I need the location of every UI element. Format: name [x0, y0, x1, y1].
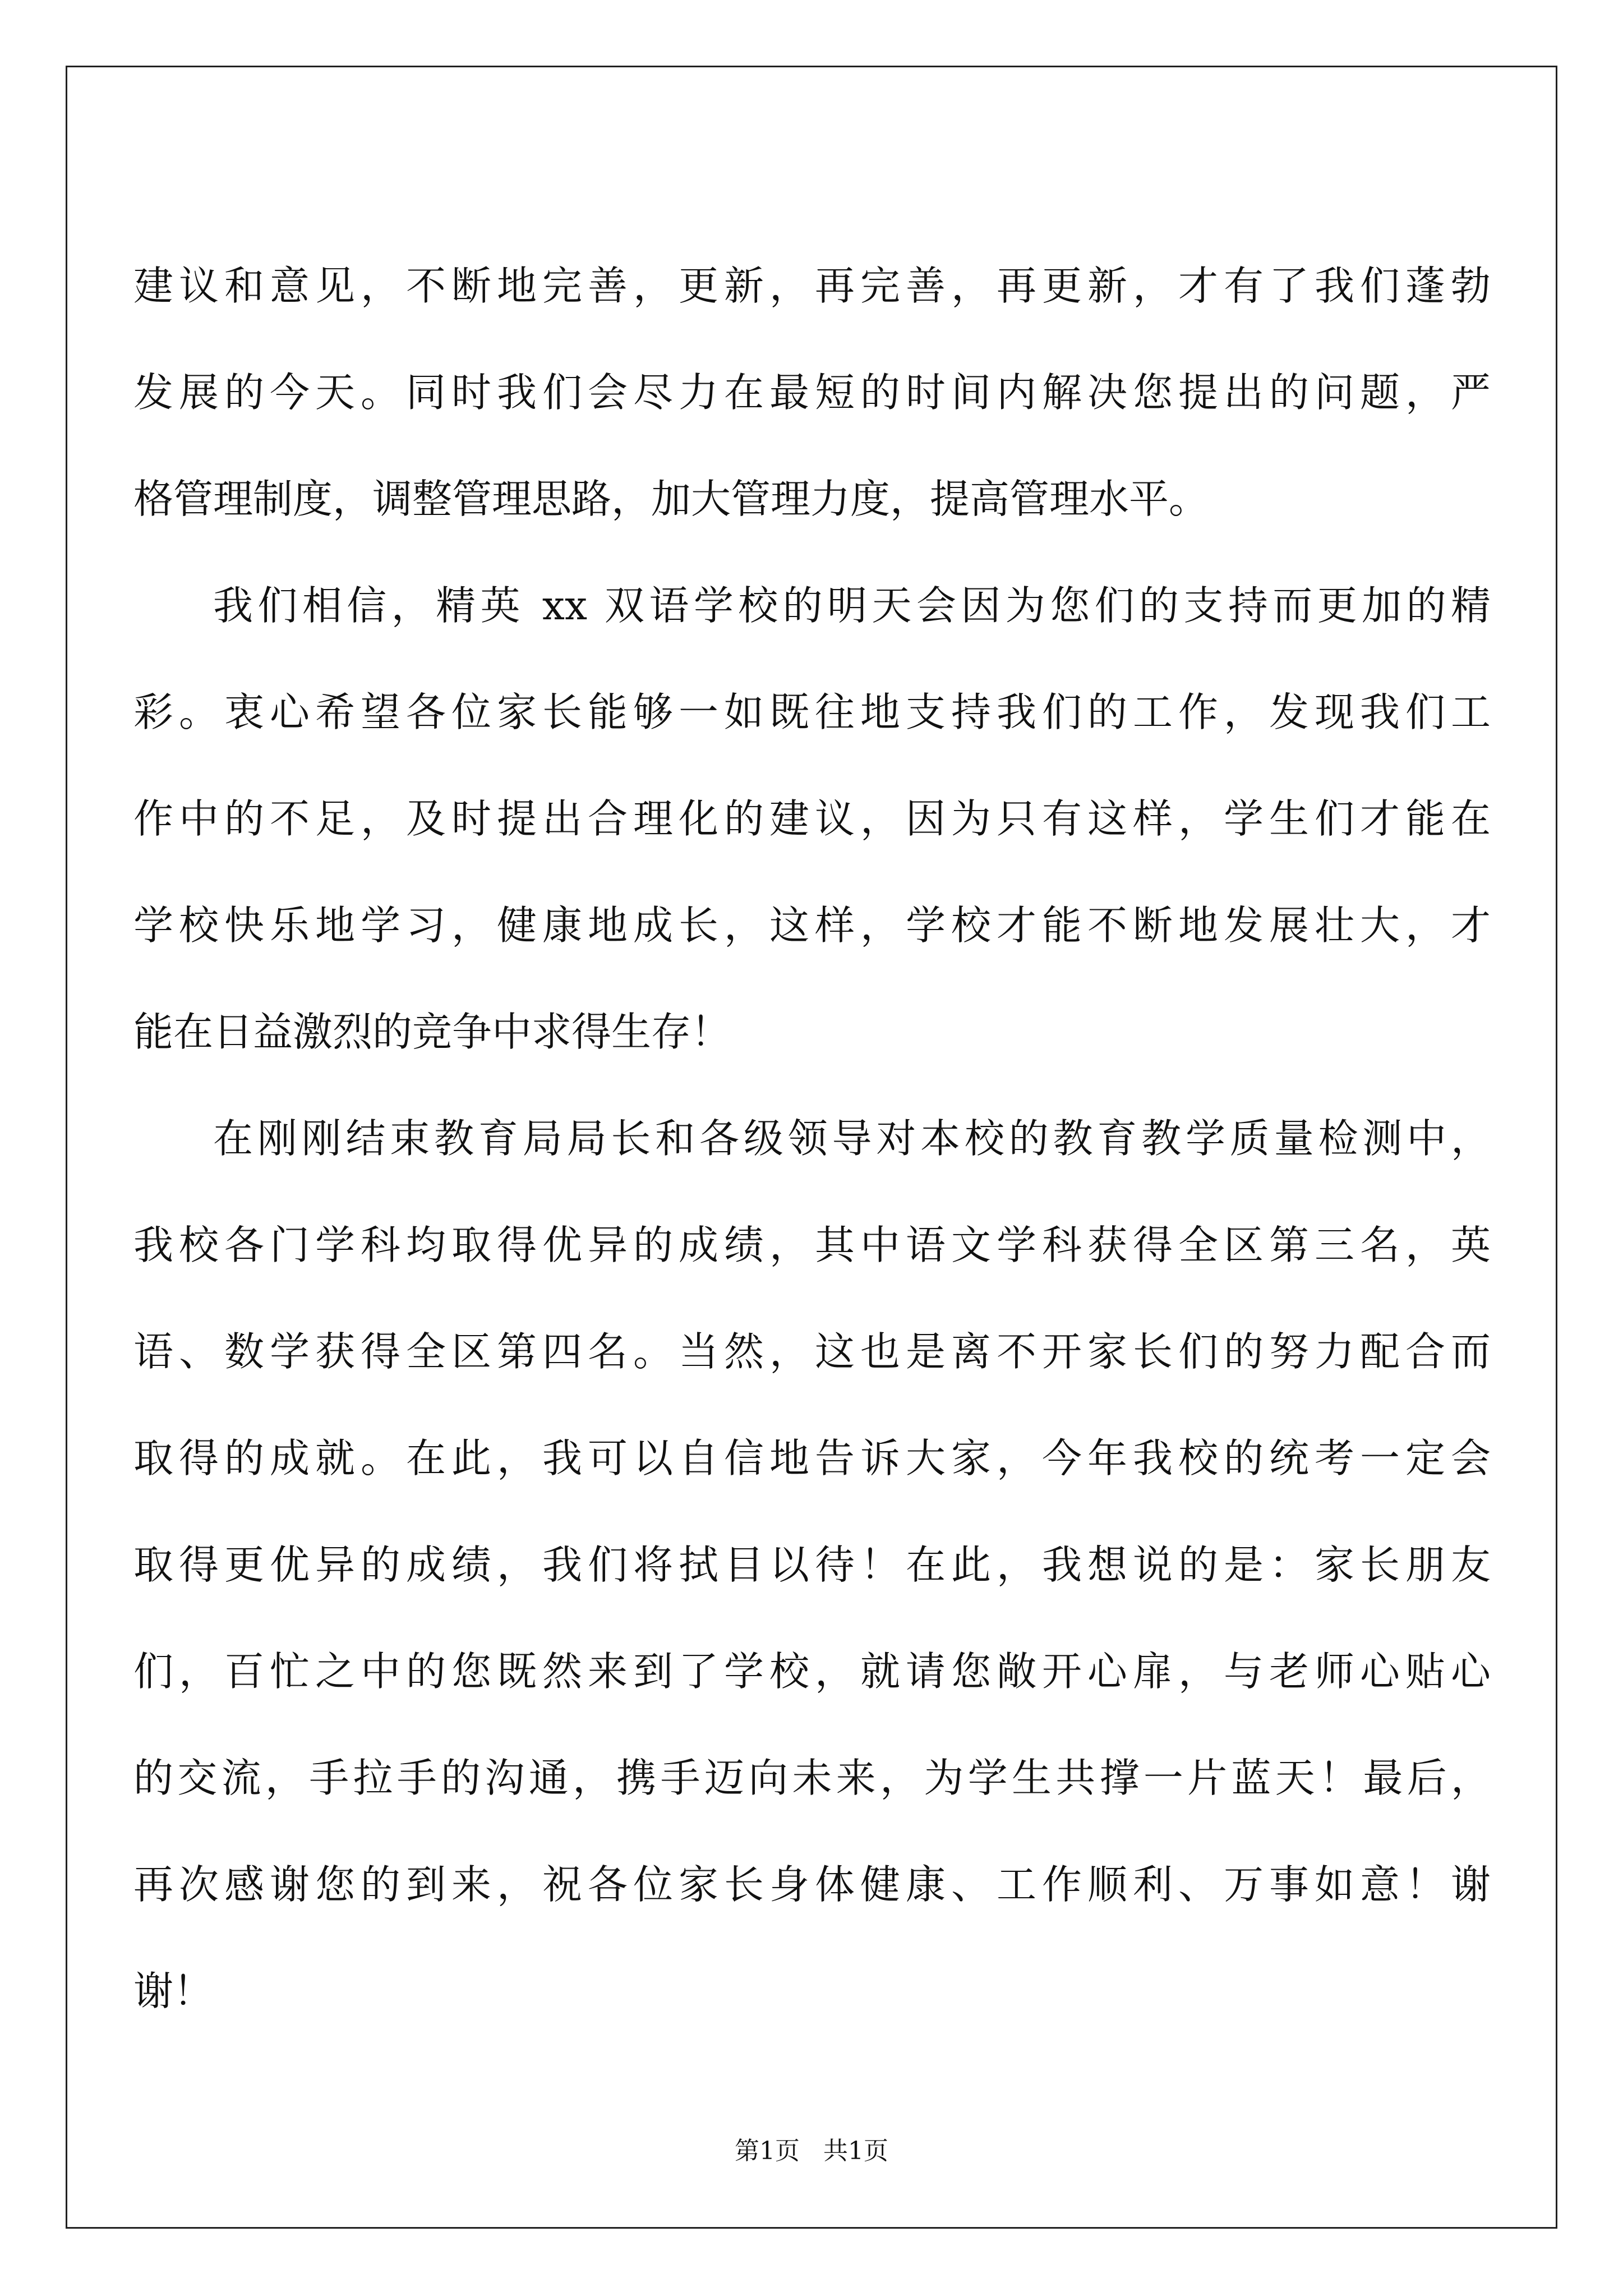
text-line: 格管理制度，调整管理思路，加大管理力度，提高管理水平。: [133, 476, 1209, 522]
text-line: 学校快乐地学习，健康地成长，这样，学校才能不断地发展壮大，才: [133, 902, 1491, 949]
text-line: 取得的成就。在此，我可以自信地告诉大家，今年我校的统考一定会: [133, 1435, 1491, 1481]
text-line: 作中的不足，及时提出合理化的建议，因为只有这样，学生们才能在: [133, 795, 1491, 842]
paragraph-first-line: 在刚刚结束教育局局长和各级领导对本校的教育教学质量检测中，: [213, 1115, 1491, 1162]
page-number-footer: 第1页 共1页: [735, 2137, 888, 2165]
text-line: 建议和意见，不断地完善，更新，再完善，再更新，才有了我们蓬勃: [133, 263, 1491, 309]
document-body: [133, 73, 1491, 2070]
text-line: 再次感谢您的到来，祝各位家长身体健康、工作顺利、万事如意！谢: [133, 1861, 1491, 1908]
text-line: 取得更优异的成绩，我们将拭目以待！在此，我想说的是：家长朋友: [133, 1542, 1491, 1588]
text-line: 谢！: [133, 1968, 214, 2014]
text-line: 能在日益激烈的竞争中求得生存！: [133, 1009, 731, 1055]
text-line: 发展的今天。同时我们会尽力在最短的时间内解决您提出的问题，严: [133, 369, 1491, 416]
text-line: 语、数学获得全区第四名。当然，这也是离不开家长们的努力配合而: [133, 1328, 1491, 1375]
text-line: 彩。衷心希望各位家长能够一如既往地支持我们的工作，发现我们工: [133, 689, 1491, 735]
text-line: 们，百忙之中的您既然来到了学校，就请您敞开心扉，与老师心贴心: [133, 1648, 1491, 1695]
text-line: 我校各门学科均取得优异的成绩，其中语文学科获得全区第三名，英: [133, 1222, 1491, 1268]
paragraph-first-line: 我们相信，精英 xx 双语学校的明天会因为您们的支持而更加的精: [213, 582, 1491, 629]
text-line: 的交流，手拉手的沟通，携手迈向未来，为学生共撑一片蓝天！最后，: [133, 1755, 1491, 1801]
